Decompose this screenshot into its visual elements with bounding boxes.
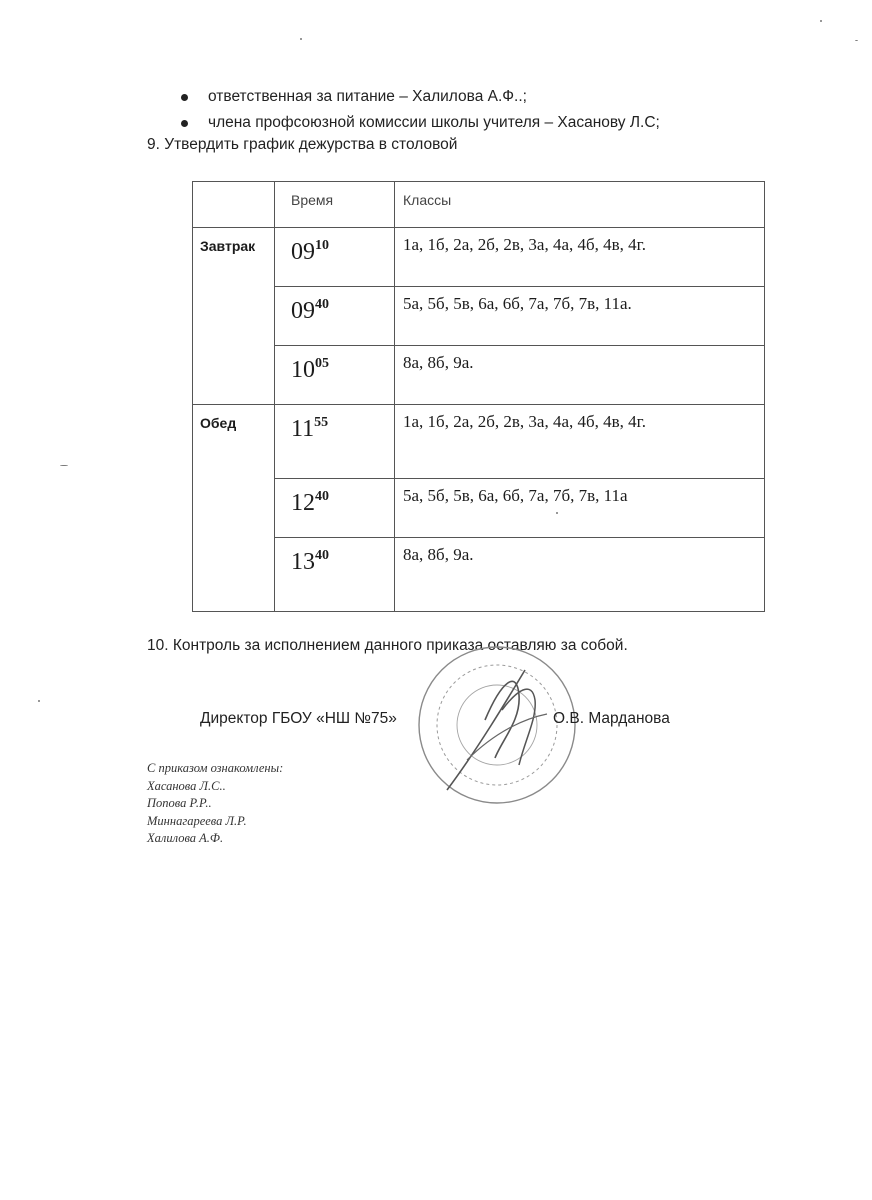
acknowledged-heading: С приказом ознакомлены: — [147, 761, 284, 775]
time-hour: 13 — [291, 549, 315, 575]
item-9-heading: 9. Утвердить график дежурства в столовой — [147, 136, 458, 153]
time-hour: 12 — [291, 490, 315, 516]
time-minutes: 40 — [315, 548, 329, 563]
bullet-dot-icon — [181, 94, 188, 101]
time-minutes: 05 — [315, 356, 329, 371]
classes-cell: 8а, 8б, 9а. — [395, 538, 765, 612]
meal-name-lunch: Обед — [193, 405, 275, 479]
meal-name-spacer — [193, 538, 275, 612]
meal-name-spacer — [193, 287, 275, 346]
time-cell — [275, 287, 395, 346]
time-cell — [275, 346, 395, 405]
header-classes: Классы — [395, 182, 765, 228]
classes-cell: 1а, 1б, 2а, 2б, 2в, 3а, 4а, 4б, 4в, 4г. — [395, 405, 765, 479]
time-cell — [275, 228, 395, 287]
classes-cell: 5а, 5б, 5в, 6а, 6б, 7а, 7б, 7в, 11а — [395, 479, 765, 538]
acknowledged-name: Миннагареева Л.Р. — [147, 813, 247, 828]
acknowledged-list — [147, 760, 283, 848]
classes-cell: 1а, 1б, 2а, 2б, 2в, 3а, 4а, 4б, 4в, 4г. — [395, 228, 765, 287]
table-row — [193, 287, 765, 346]
bullet-item — [178, 110, 660, 136]
time-cell — [275, 538, 395, 612]
time-hour: 11 — [291, 416, 315, 442]
acknowledged-name: Халилова А.Ф. — [147, 831, 224, 845]
duty-schedule-table — [192, 181, 765, 612]
time-hour: 09 — [291, 298, 315, 324]
time-cell — [275, 405, 395, 479]
classes-cell: 5а, 5б, 5в, 6а, 6б, 7а, 7б, 7в, 11а. — [395, 287, 765, 346]
scan-speck — [300, 38, 302, 40]
bullet-text: члена профсоюзной комиссии школы учителя – Хасанову Л.С; — [208, 114, 660, 131]
time-hour: 10 — [291, 357, 315, 383]
table-row — [193, 228, 765, 287]
scan-speck — [855, 40, 858, 41]
table-row — [193, 405, 765, 479]
scan-speck — [60, 465, 68, 466]
header-time: Время — [275, 182, 395, 228]
table-header-row — [193, 182, 765, 228]
header-empty-cell — [193, 182, 275, 228]
table-row — [193, 346, 765, 405]
bullet-dot-icon — [181, 120, 188, 127]
meal-name-spacer — [193, 346, 275, 405]
table-row — [193, 538, 765, 612]
time-hour: 09 — [291, 239, 315, 265]
meal-name-spacer — [193, 479, 275, 538]
time-minutes: 55 — [314, 415, 329, 430]
item-10-text: 10. Контроль за исполнением данного приказа оставляю за собой. — [147, 637, 628, 654]
table-row — [193, 479, 765, 538]
bullet-text: ответственная за питание – Халилова А.Ф..; — [208, 88, 527, 105]
scan-speck — [38, 700, 40, 702]
bullet-list — [178, 84, 660, 136]
time-minutes: 10 — [315, 238, 329, 253]
meal-name-breakfast: Завтрак — [193, 228, 275, 287]
time-minutes: 40 — [315, 297, 329, 312]
acknowledged-name: Попова Р.Р.. — [147, 796, 212, 810]
bullet-item — [178, 84, 660, 110]
classes-cell: 8а, 8б, 9а. — [395, 346, 765, 405]
acknowledged-name: Хасанова Л.С.. — [147, 778, 226, 793]
scan-speck — [820, 20, 822, 22]
director-title: Директор ГБОУ «НШ №75» — [200, 710, 397, 727]
time-cell — [275, 479, 395, 538]
time-minutes: 40 — [315, 489, 329, 504]
director-name: О.В. Марданова — [553, 710, 670, 727]
